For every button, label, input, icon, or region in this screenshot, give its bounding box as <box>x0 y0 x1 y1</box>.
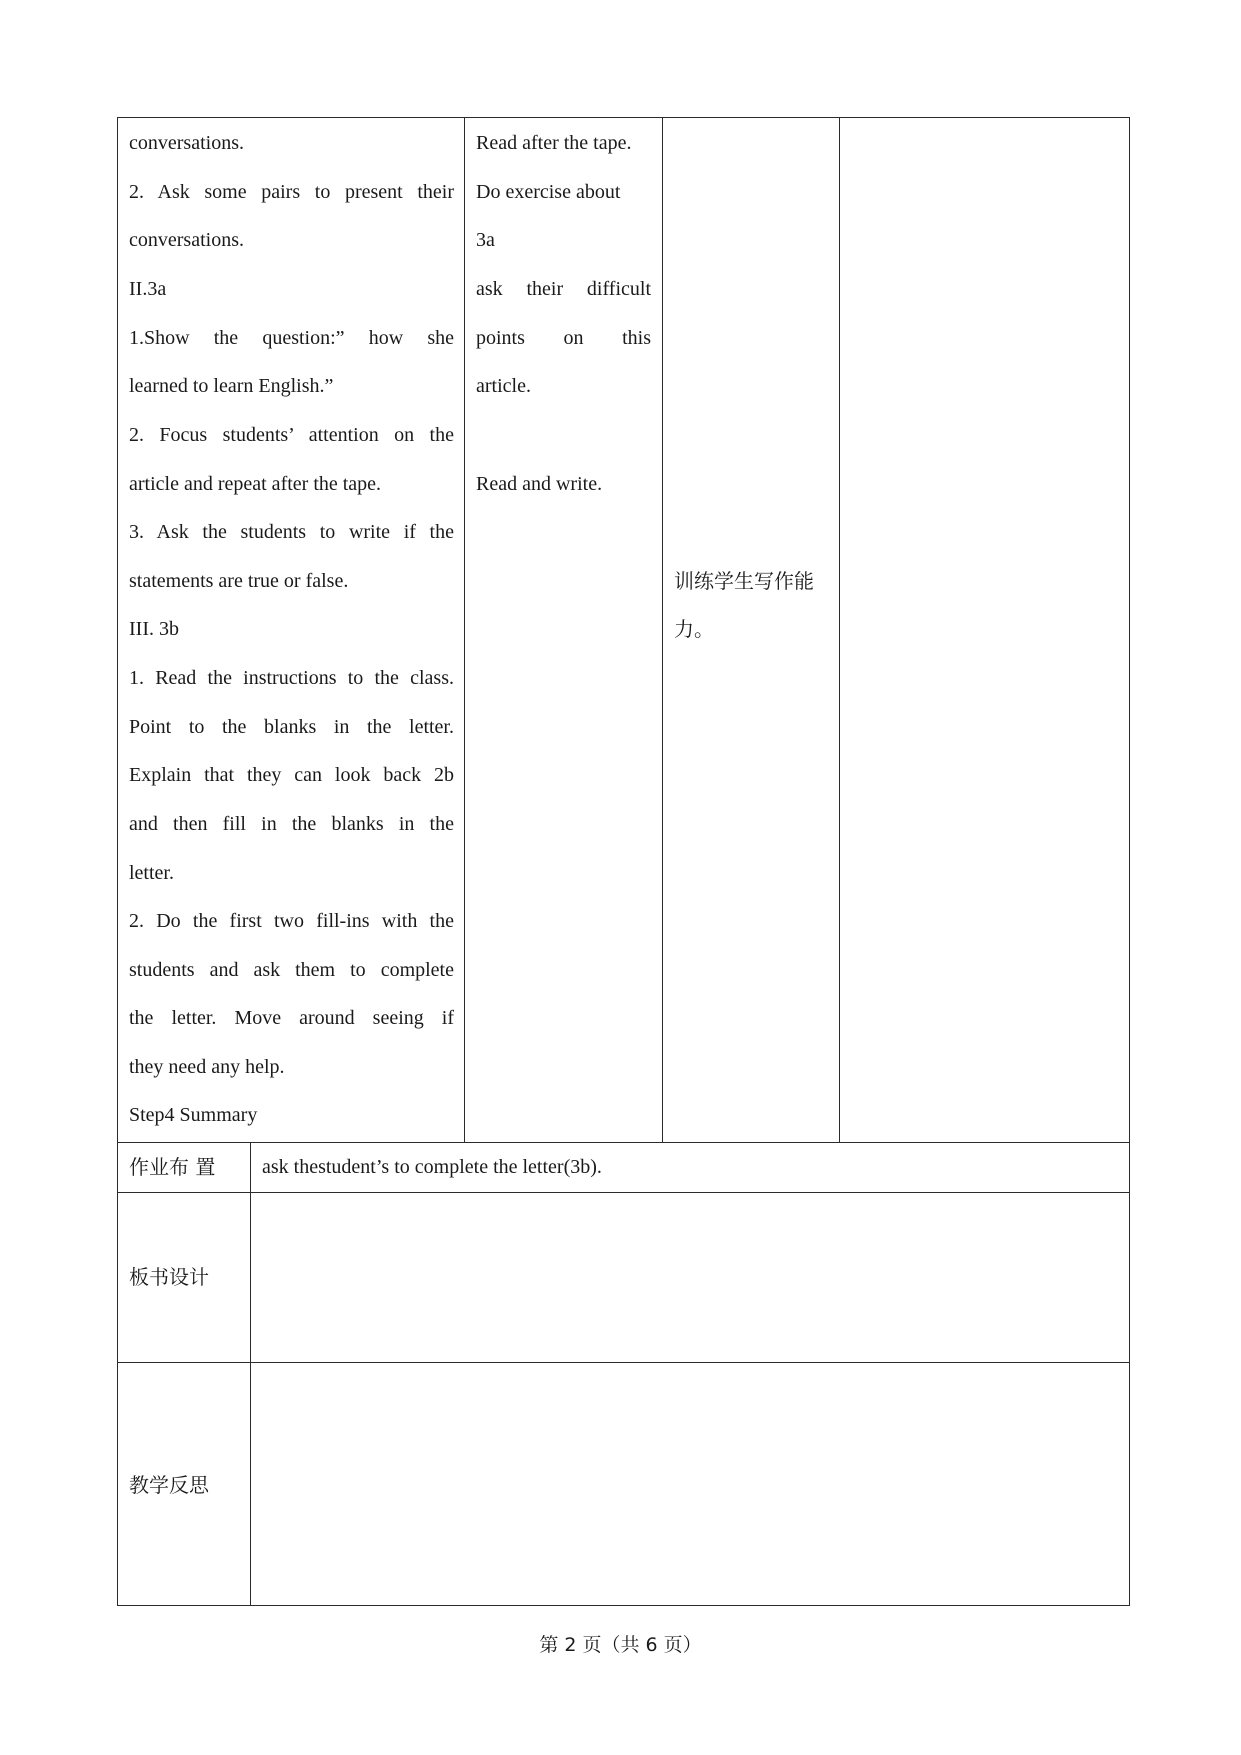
student-line-6: article. <box>476 375 531 397</box>
notes-cell <box>839 117 1130 1143</box>
design-intent-line-1: 训练学生写作能 <box>674 569 814 593</box>
teacher-line-10: statements are true or false. <box>129 570 349 592</box>
teacher-line-16: letter. <box>129 862 174 884</box>
teacher-line-5: 1.Show the question:” how she <box>129 327 454 349</box>
teacher-line-12: 1. Read the instructions to the class. <box>129 667 454 689</box>
teacher-line-14: Explain that they can look back 2b <box>129 764 454 786</box>
student-line-1: Read after the tape. <box>476 132 632 154</box>
board-design-content-cell <box>250 1192 1130 1363</box>
teacher-line-8: article and repeat after the tape. <box>129 473 382 495</box>
homework-label: 作业布 置 <box>129 1155 216 1179</box>
teacher-line-6: learned to learn English.” <box>129 375 334 397</box>
teacher-line-13: Point to the blanks in the letter. <box>129 716 454 738</box>
teacher-line-1: conversations. <box>129 132 244 154</box>
reflection-label: 教学反思 <box>129 1473 209 1497</box>
teacher-line-21: Step4 Summary <box>129 1104 258 1126</box>
homework-content: ask thestudent’s to complete the letter(3b). <box>262 1156 602 1178</box>
teacher-line-2: 2. Ask some pairs to present their <box>129 181 454 203</box>
board-design-label: 板书设计 <box>129 1265 209 1289</box>
teacher-line-4: II.3a <box>129 278 167 300</box>
student-line-4: ask their difficult <box>476 278 651 300</box>
teacher-line-15: and then fill in the blanks in the <box>129 813 454 835</box>
student-line-8: Read and write. <box>476 473 603 495</box>
teacher-line-3: conversations. <box>129 229 244 251</box>
reflection-content-cell <box>250 1362 1130 1606</box>
design-intent-line-2: 力。 <box>674 617 714 641</box>
teacher-line-9: 3. Ask the students to write if the <box>129 521 454 543</box>
teacher-line-17: 2. Do the first two fill-ins with the <box>129 910 454 932</box>
teacher-line-19: the letter. Move around seeing if <box>129 1007 454 1029</box>
page-number: 第 2 页（共 6 页） <box>539 1634 702 1656</box>
student-line-3: 3a <box>476 229 495 251</box>
teacher-line-11: III. 3b <box>129 618 179 640</box>
student-line-2: Do exercise about <box>476 181 621 203</box>
teacher-line-7: 2. Focus students’ attention on the <box>129 424 454 446</box>
teacher-line-20: they need any help. <box>129 1056 285 1078</box>
teacher-line-18: students and ask them to complete <box>129 959 454 981</box>
student-line-5: points on this <box>476 327 651 349</box>
